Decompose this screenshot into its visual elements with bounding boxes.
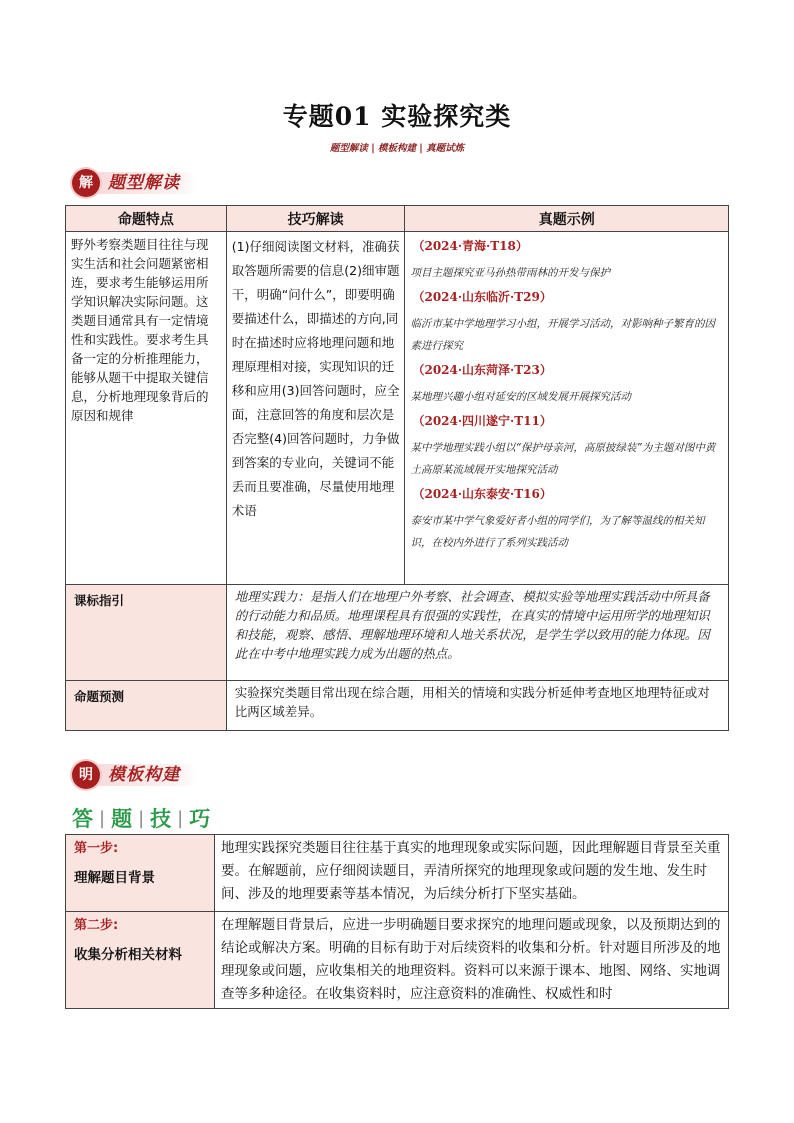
example-year: （2024·山东临沂·T29）: [412, 290, 552, 304]
page-subtitle: 题型解读 | 模板构建 | 真题试炼: [329, 143, 465, 154]
step-cell: [66, 835, 215, 912]
heading-char: 答: [72, 807, 93, 831]
header-examples: 真题示例: [405, 206, 729, 232]
example-item: [410, 412, 723, 481]
table-header-row: [66, 206, 729, 232]
section-badge-icon: 解: [72, 169, 100, 197]
example-text: 泰安市某中学气象爱好者小组的同学们，为了解等温线的相关知识，在校内外进行了系列实践活动: [410, 515, 705, 549]
answer-steps-table: [65, 834, 729, 1009]
heading-char: 技: [150, 807, 172, 831]
header-skills: 技巧解读: [226, 206, 405, 232]
section-heading: 题型解读: [98, 172, 198, 194]
step-description: 在理解题目背景后，应进一步明确题目要求探究的地理问题或现象，以及预期达到的结论或解决方案。明确的目标有助于对后续资料的收集和分析。针对题目所涉及的地理现象或问题，应收集相关的地理资料。资料可以来源于课本、地图、网络、实地调查等多种途径。在收集资料时，应注意资料的准确性、权威性和时: [215, 912, 729, 1009]
standard-label: 课标指引: [66, 585, 227, 681]
step-cell: [66, 912, 215, 1009]
divider: |: [177, 807, 184, 829]
header-features: 命题特点: [66, 206, 227, 232]
standard-text: 地理实践力：是指人们在地理户外考察、社会调查、模拟实验等地理实践活动中所具备的行动能力和品质。地理课程具有很强的实践性，在真实的情境中运用所学的地理知识和技能，观察、感悟、理解地理环境和人地关系状况，是学生学以致用的能力体现。因此在中考中地理实践力成为出题的热点。: [226, 585, 728, 681]
heading-char: 巧: [189, 807, 211, 831]
step-number: 第一步:: [74, 841, 119, 856]
step-name: 收集分析相关材料: [74, 947, 182, 963]
features-cell: 野外考察类题目往往与现实生活和社会问题紧密相连，要求考生能够运用所学知识解决实际问题。这类题目通常具有一定情境性和实践性。要求考生具备一定的分析推理能力，能够从题干中提取关键信息，分析地理现象背后的原因和规律: [66, 232, 227, 585]
example-text: 某地理兴趣小组对延安的区域发展开展探究活动: [410, 391, 631, 403]
example-text: 临沂市某中学地理学习小组，开展学习活动，对影响种子繁育的因素进行探究: [410, 318, 715, 352]
divider: |: [138, 807, 145, 829]
question-type-table: [65, 205, 729, 731]
step-description: 地理实践探究类题目往往基于真实的地理现象或实际问题，因此理解题目背景至关重要。在解题前，应仔细阅读题目，弄清所探究的地理现象或问题的发生地、发生时间、涉及的地理要素等基本情况，为后续分析打下坚实基础。: [215, 835, 729, 912]
example-item: [410, 288, 723, 357]
example-item: [410, 237, 723, 284]
table-row: [66, 585, 729, 681]
example-item: [410, 361, 723, 408]
skills-cell: (1)仔细阅读图文材料，准确获取答题所需要的信息(2)细审题干，明确“问什么”，即要明确要描述什么，即描述的方向,同时在描述时应将地理问题和地理原理相对接，实现知识的迁移和应用(3)回答问题时，应全面，注意回答的角度和层次是否完整(4)回答问题时，力争做到答案的专业向，关键词不能丢而且要准确，尽量使用地理术语: [226, 232, 405, 585]
example-text: 某中学地理实践小组以“保护母亲河，高原披绿装”为主题对图中黄土高原某流域展开实地探究活动: [410, 442, 716, 476]
table-row: [66, 232, 729, 585]
step-number: 第二步:: [74, 918, 119, 933]
section-heading: 模板构建: [98, 764, 198, 786]
page-title: 专题01 实验探究类: [282, 102, 512, 131]
section-banner-question-type: [72, 168, 222, 198]
example-year: （2024·山东菏泽·T23）: [412, 363, 552, 377]
step-name: 理解题目背景: [74, 870, 155, 886]
table-row: [66, 681, 729, 731]
prediction-label: 命题预测: [66, 681, 227, 731]
example-item: [410, 485, 723, 554]
example-year: （2024·四川遂宁·T11）: [412, 414, 552, 428]
examples-cell: [405, 232, 729, 585]
section-badge-icon: 明: [72, 761, 100, 789]
prediction-text: 实验探究类题目常出现在综合题，用相关的情境和实践分析延伸考查地区地理特征或对比两区域差异。: [226, 681, 728, 731]
divider: |: [99, 807, 106, 829]
answer-skills-heading: [72, 803, 210, 833]
section-banner-template: [72, 760, 222, 790]
example-year: （2024·青海·T18）: [412, 239, 528, 253]
example-text: 项目主题探究亚马孙热带雨林的开发与保护: [410, 267, 610, 279]
example-year: （2024·山东泰安·T16）: [412, 487, 552, 501]
table-row: [66, 912, 729, 1009]
table-row: [66, 835, 729, 912]
heading-char: 题: [111, 807, 133, 831]
